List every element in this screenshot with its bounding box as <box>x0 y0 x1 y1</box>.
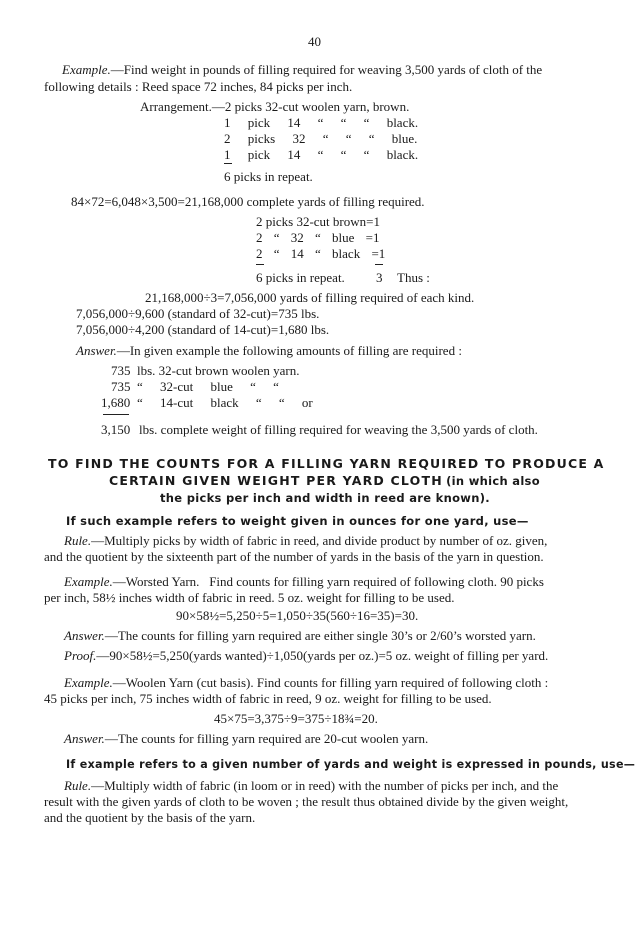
total-rule <box>103 414 129 415</box>
section-heading-caps: CERTAIN GIVEN WEIGHT PER YARD CLOTH <box>109 473 443 488</box>
example-1-line-2: following details : Reed space 72 inches, 84 picks per inch. <box>44 79 353 94</box>
example-2-answer <box>64 628 536 644</box>
pounds-intro: If example refers to a given number of yards and weight is expressed in pounds, use— <box>66 758 636 771</box>
example-2-calculation: 90×58½=5,250÷5=1,050÷35(560÷16=35)=30. <box>176 608 419 623</box>
example-label: Example. <box>62 62 111 77</box>
example-text: (cut basis). Find counts for filling yarn required of following cloth : <box>196 675 549 690</box>
answer-text: —The counts for filling yarn required are either single 30’s or 2/60’s worsted yarn. <box>104 628 536 643</box>
rule-label: Rule. <box>64 533 92 548</box>
calculation-line-2: 21,168,000÷3=7,056,000 yards of filling required of each kind. <box>145 290 475 305</box>
calculation-line-3: 7,056,000÷9,600 (standard of 32-cut)=735 lbs. <box>76 306 320 321</box>
picks-in-repeat-2: 6 picks in repeat. <box>256 270 345 285</box>
rule-text: —Multiply picks by width of fabric in reed, and divide product by number of oz. given, <box>91 533 548 548</box>
answer-text: —The counts for filling yarn required are 20-cut woolen yarn. <box>104 731 429 746</box>
calculation-line-4: 7,056,000÷4,200 (standard of 14-cut)=1,680 lbs. <box>76 322 330 337</box>
example-3-line-2: 45 picks per inch, 75 inches width of fabric in reed, 9 oz. weight for filling to be used. <box>44 691 492 706</box>
amount-qty-3: 1,680 <box>101 395 131 410</box>
arrangement-line-1: Arrangement.—2 picks 32-cut woolen yarn, brown. <box>140 99 410 114</box>
pick-table-row-2: 2 “ 32 “ blue =1 <box>256 230 380 245</box>
picks-in-repeat: 6 picks in repeat. <box>224 169 313 184</box>
proof-label: Proof. <box>64 648 97 663</box>
amount-text-3: “ 14-cut black “ “ or <box>137 395 313 410</box>
answer-label: Answer. <box>64 731 105 746</box>
page-number: 40 <box>308 34 321 49</box>
example-text: —Find weight in pounds of filling required for weaving 3,500 yards of cloth of the <box>110 62 543 77</box>
calculation-line: 84×72=6,048×3,500=21,168,000 complete yards of filling required. <box>71 194 425 209</box>
section-heading-tail: (in which also <box>446 474 540 488</box>
example-1-line-1 <box>62 62 542 78</box>
thus-label: Thus : <box>397 270 430 285</box>
example-3-answer <box>64 731 428 747</box>
pounds-rule-line-1 <box>64 778 558 794</box>
example-3-calculation: 45×75=3,375÷9=375÷18¾=20. <box>214 711 378 726</box>
rule-text: —Multiply width of fabric (in loom or in reed) with the number of picks per inch, and the <box>91 778 559 793</box>
pounds-rule-line-2: result with the given yards of cloth to be woven ; the result thus obtained divide by the given weight, <box>44 794 569 809</box>
answer-label: Answer. <box>64 628 105 643</box>
ounces-intro: If such example refers to weight given in ounces for one yard, use— <box>66 514 529 528</box>
example-3-line-1 <box>64 675 548 691</box>
example-kind: —Worsted Yarn. <box>112 574 200 589</box>
section-heading-line-1: TO FIND THE COUNTS FOR A FILLING YARN REQUIRED TO PRODUCE A <box>48 456 605 471</box>
section-heading-line-3: the picks per inch and width in reed are known). <box>160 491 490 505</box>
rule-label: Rule. <box>64 778 92 793</box>
example-2-proof <box>64 648 548 664</box>
answer-text: —In given example the following amounts of filling are required : <box>116 343 462 358</box>
proof-text: —90×58½=5,250(yards wanted)÷1,050(yards per oz.)=5 oz. weight of filling per yard. <box>96 648 549 663</box>
amount-text-1: lbs. 32-cut brown woolen yarn. <box>137 363 300 378</box>
arrangement-line-4: 1 pick 14 “ “ “ black. <box>224 147 419 162</box>
example-label: Example. <box>64 574 113 589</box>
example-text: Find counts for filling yarn required of following cloth. 90 picks <box>209 574 544 589</box>
answer-line <box>76 343 462 359</box>
arrangement-line-2: 1 pick 14 “ “ “ black. <box>224 115 419 130</box>
example-kind: —Woolen Yarn <box>112 675 194 690</box>
repeat-count: 3 <box>376 270 383 285</box>
amount-qty-2: 735 <box>111 379 131 394</box>
section-heading-line-2 <box>109 473 540 489</box>
amount-text-2: “ 32-cut blue “ “ <box>137 379 279 394</box>
answer-label: Answer. <box>76 343 117 358</box>
pick-table-row-1: 2 picks 32-cut brown=1 <box>256 214 380 229</box>
sum-rule <box>256 264 264 265</box>
pounds-rule-line-3: and the quotient by the basis of the yarn. <box>44 810 256 825</box>
ounces-rule-line-2: and the quotient by the sixteenth part of the number of yards in the basis of the yarn in question. <box>44 549 544 564</box>
example-2-line-1 <box>64 574 544 590</box>
arrangement-line-3: 2 picks 32 “ “ “ blue. <box>224 131 418 146</box>
example-label: Example. <box>64 675 113 690</box>
total-qty: 3,150 <box>101 422 131 437</box>
ounces-rule-line-1 <box>64 533 547 549</box>
sum-rule <box>375 264 383 265</box>
sum-rule <box>224 163 232 164</box>
total-text: lbs. complete weight of filling required for weaving the 3,500 yards of cloth. <box>139 422 538 437</box>
pick-table-row-3: 2 “ 14 “ black =1 <box>256 246 386 261</box>
amount-qty-1: 735 <box>111 363 131 378</box>
example-2-line-2: per inch, 58½ inches width of fabric in reed. 5 oz. weight for filling to be used. <box>44 590 455 605</box>
